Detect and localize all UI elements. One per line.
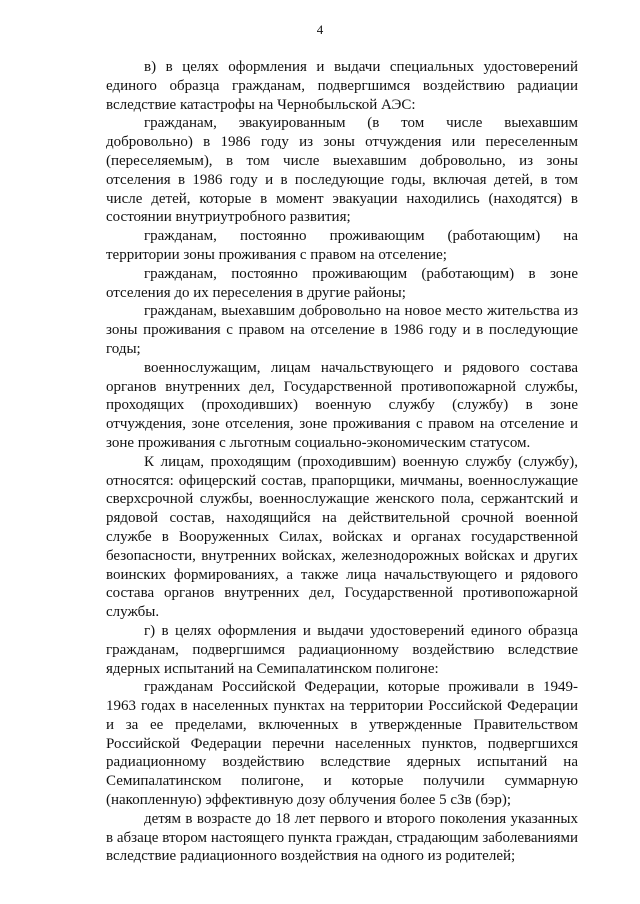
paragraph-subitem-v: в) в целях оформления и выдачи специальных удостоверений единого образца гражданам, подвергшимся воздействию радиации вследствие катастрофы на Чернобыльской АЭС: bbox=[106, 59, 578, 113]
page-number: 4 bbox=[316, 22, 324, 37]
paragraph-subitem-g: г) в целях оформления и выдачи удостоверений единого образца гражданам, подвергшимся радиационному воздействию вследствие ядерных испытаний на Семипалатинском полигоне: bbox=[106, 622, 578, 677]
paragraph-resettlement-zone-residents: гражданам, постоянно проживающим (работающим) на территории зоны проживания с правом на отселение; bbox=[106, 228, 578, 263]
paragraph-voluntary-relocated: гражданам, выехавшим добровольно на новое место жительства из зоны проживания с правом на отселение в 1986 году и в последующие годы; bbox=[106, 303, 578, 357]
paragraph-semipalatinsk-citizens: гражданам Российской Федерации, которые проживали в 1949-1963 годах в населенных пунктах на территории Российской Федерации и за ее пределами, включенных в утвержденные Правительством Российской Федерации перечни населенных пунктов, подвергшихся радиационному воздействию вследствие ядерных испытаний на Семипалатинском полигоне, и которые получили суммарную (накопленную) эффективную дозу облучения более 5 сЗв (бэр); bbox=[106, 679, 578, 809]
paragraph-exclusion-zone-residents: гражданам, постоянно проживающим (работающим) в зоне отселения до их переселения в другие районы; bbox=[106, 265, 578, 301]
paragraph-evacuated-citizens: гражданам, эвакуированным (в том числе выехавшим добровольно) в 1986 году из зоны отчуждения или переселенным (переселяемым), в том числе выехавшим добровольно, из зоны отселения в 1986 году и в последующие годы, включая детей, в том числе детей, которые в момент эвакуации находились (находятся) в состоянии внутриутробного развития; bbox=[106, 115, 578, 226]
document-body bbox=[106, 58, 578, 866]
paragraph-military-definition: К лицам, проходящим (проходившим) военную службу (службу), относятся: офицерский состав, прапорщики, мичманы, военнослужащие сверхсрочной службы, военнослужащие женского пола, сержантский и рядовой состав, находящийся на действительной срочной военной службе в Вооруженных Силах, войсках и органах государственной безопасности, внутренних войсках, железнодорожных войсках и других воинских формированиях, а также лица начальствующего и рядового состава органов внутренних дел, Государственной противопожарной службы. bbox=[106, 453, 578, 621]
paragraph-military-personnel: военнослужащим, лицам начальствующего и рядового состава органов внутренних дел, Государственной противопожарной службы, проходящих (проходивших) военную службу (службу) в зоне отчуждения, зоне отселения, зоне проживания с правом на отселение и зоне проживания с льготным социально-экономическим статусом. bbox=[106, 359, 578, 451]
paragraph-children-generations: детям в возрасте до 18 лет первого и второго поколения указанных в абзаце втором настоящего пункта граждан, страдающим заболеваниями вследствие радиационного воздействия на одного из родителей; bbox=[106, 810, 578, 865]
